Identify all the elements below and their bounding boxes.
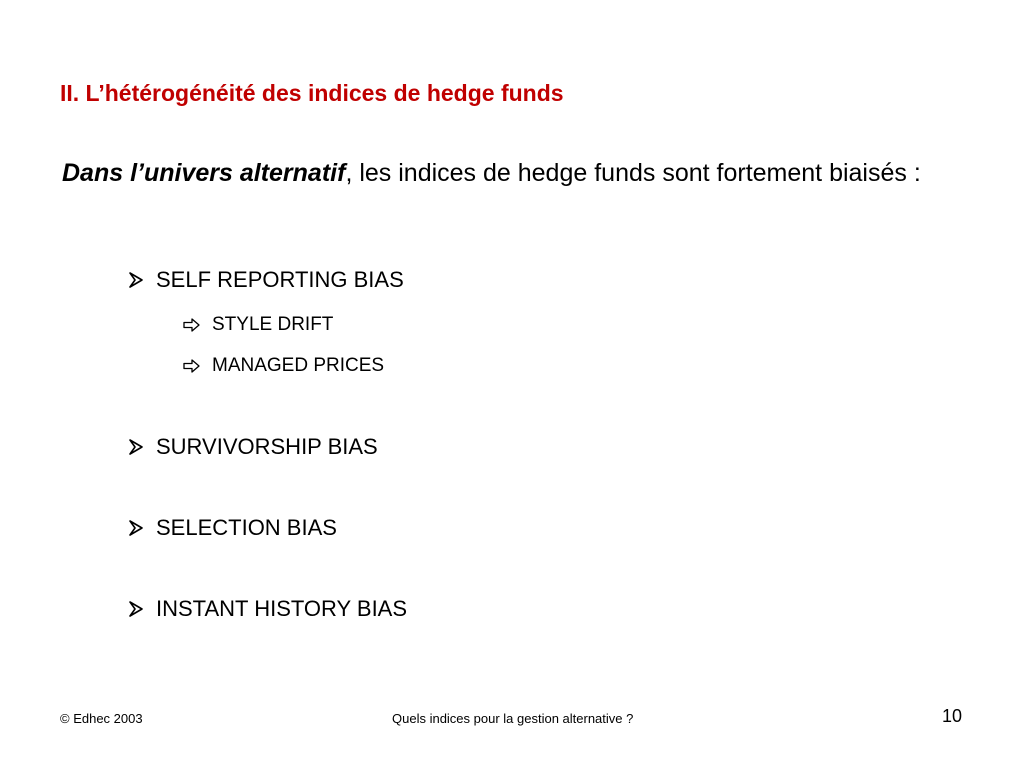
bullet-label: SELECTION BIAS xyxy=(156,515,337,540)
intro-rest: , les indices de hedge funds sont fortement biaisés : xyxy=(345,159,921,187)
footer-presentation-title: Quels indices pour la gestion alternative ? xyxy=(392,711,634,726)
sub-bullet-label: MANAGED PRICES xyxy=(212,355,385,376)
bullet-label: INSTANT HISTORY BIAS xyxy=(156,596,408,621)
page-number: 10 xyxy=(942,706,963,726)
chevron-arrow-icon xyxy=(128,439,144,455)
intro-paragraph xyxy=(62,156,979,190)
bullet-survivorship-bias xyxy=(128,434,378,460)
slide-title: II. L’hétérogénéité des indices de hedge funds xyxy=(60,80,564,106)
bullet-selection-bias xyxy=(128,515,337,541)
outline-arrow-icon xyxy=(183,359,200,373)
bullet-instant-history-bias xyxy=(128,596,407,622)
sub-bullet-managed-prices xyxy=(183,355,384,377)
sub-bullet-label: STYLE DRIFT xyxy=(212,314,334,335)
footer-copyright: © Edhec 2003 xyxy=(60,711,143,726)
chevron-arrow-icon xyxy=(128,272,144,288)
chevron-arrow-icon xyxy=(128,520,144,536)
sub-bullet-style-drift xyxy=(183,314,333,336)
bullet-label: SELF REPORTING BIAS xyxy=(156,267,404,292)
bullet-label: SURVIVORSHIP BIAS xyxy=(156,434,378,459)
intro-lead: Dans l’univers alternatif xyxy=(62,159,346,187)
bullet-self-reporting-bias xyxy=(128,267,404,293)
chevron-arrow-icon xyxy=(128,601,144,617)
outline-arrow-icon xyxy=(183,318,200,332)
